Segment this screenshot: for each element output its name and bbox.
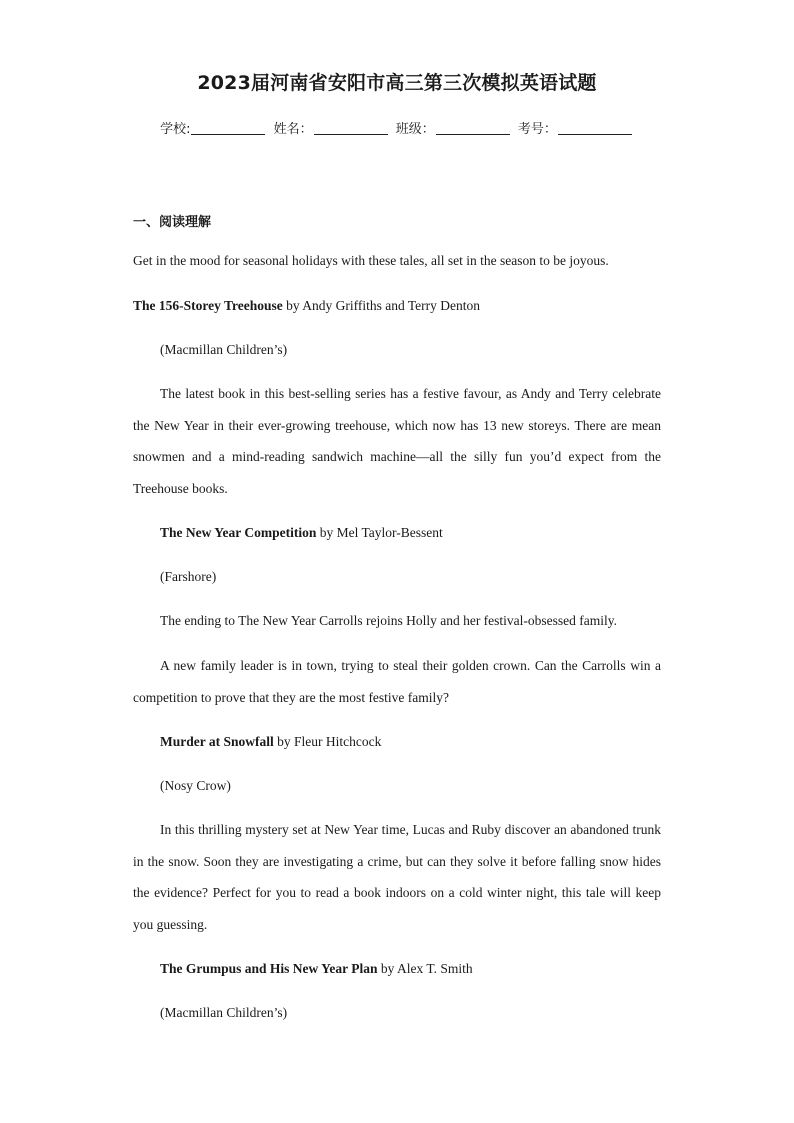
school-blank[interactable] [191, 120, 265, 135]
school-label: 学校: [160, 122, 191, 137]
book1-heading [133, 290, 661, 322]
book3-publisher: (Nosy Crow) [160, 778, 231, 793]
book2-description-2: A new family leader is in town, trying to steal their golden crown. Can the Carrolls win a competition to prove that they are the most festive family? [133, 658, 661, 705]
exam-title: 2023届河南省安阳市高三第三次模拟英语试题 [197, 72, 597, 94]
book4-author: by Alex T. Smith [377, 961, 473, 976]
book2-title: The New Year Competition [160, 525, 317, 540]
intro-paragraph: Get in the mood for seasonal holidays with these tales, all set in the season to be joyous. [133, 253, 609, 268]
student-info-line [0, 118, 794, 137]
name-blank[interactable] [314, 120, 388, 135]
book3-description: In this thrilling mystery set at New Year time, Lucas and Ruby discover an abandoned trunk in the snow. Soon they are investigating a crime, but can they solve it before falling snow hides the evidence? Perfect for you to read a book indoors on a cold winter night, this tale will keep you guessing. [133, 822, 661, 932]
book4-title: The Grumpus and His New Year Plan [160, 961, 378, 976]
exam-number-blank[interactable] [558, 120, 632, 135]
book2-heading [160, 517, 661, 549]
book4-heading [160, 953, 661, 985]
name-label: 姓名： [273, 122, 313, 137]
class-blank[interactable] [436, 120, 510, 135]
section-heading: 一、阅读理解 [133, 215, 212, 230]
book1-publisher: (Macmillan Children’s) [160, 342, 288, 357]
exam-number-label: 考号： [517, 122, 557, 137]
book1-author: by Andy Griffiths and Terry Denton [282, 298, 481, 313]
book3-heading [160, 726, 661, 758]
book3-title: Murder at Snowfall [160, 734, 274, 749]
book1-title: The 156-Storey Treehouse [133, 298, 283, 313]
book2-description-1: The ending to The New Year Carrolls rejoins Holly and her festival-obsessed family. [160, 613, 618, 628]
book2-author: by Mel Taylor-Bessent [316, 525, 443, 540]
class-label: 班级： [395, 122, 435, 137]
book3-author: by Fleur Hitchcock [273, 734, 382, 749]
book1-description: The latest book in this best-selling series has a festive favour, as Andy and Terry celebrate the New Year in their ever-growing treehouse, which now has 13 new storeys. There are mean snowmen and a mind-reading sandwich machine—all the silly fun you’d expect from the Treehouse books. [133, 386, 661, 496]
book2-publisher: (Farshore) [160, 569, 217, 584]
book4-publisher: (Macmillan Children’s) [160, 1005, 288, 1020]
